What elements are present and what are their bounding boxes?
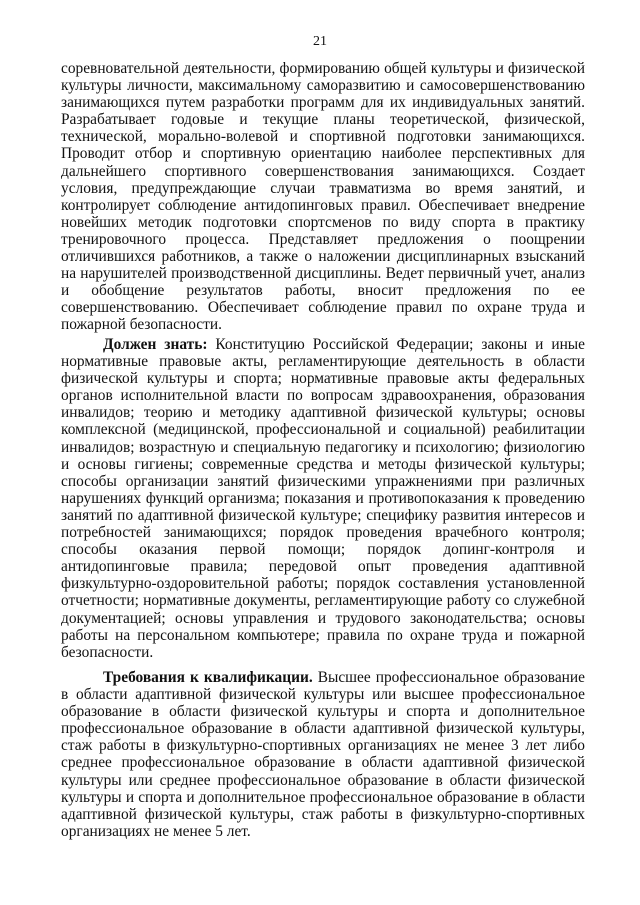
duties-paragraph [61, 60, 585, 334]
qualification-paragraph [61, 669, 585, 840]
qualification-body: Высшее профессиональное образование в области адаптивной физической культуры или высшее профессиональное образование в области физической культуры и спорта и дополнительное профессиональное образование в области адаптивной физической культуры, стаж работы в физкультурно-спортивных организациях не менее 3 лет либо среднее профессиональное образование в области адаптивной физической культуры или среднее профессиональное образование в области физической культуры и спорта и дополнительное профессиональное образование в области адаптивной физической культуры, стаж работы в физкультурно-спортивных организациях не менее 5 лет. [61, 669, 585, 840]
must-know-paragraph [61, 336, 585, 661]
must-know-heading: Должен знать: [103, 336, 208, 353]
qualification-text [61, 669, 585, 840]
page-number: 21 [313, 34, 327, 49]
must-know-text [61, 336, 585, 661]
qualification-heading: Требования к квалификации. [103, 669, 313, 686]
duties-text: соревновательной деятельности, формированию общей культуры и физической культуры личности, максимальному саморазвитию и самосовершенствованию занимающихся путем разработки программ для их индивидуальных занятий. Разрабатывает годовые и текущие планы теоретической, физической, технической, морально-волевой и спортивной подготовки занимающихся. Проводит отбор и спортивную ориентацию наиболее перспективных для дальнейшего спортивного совершенствования занимающихся. Создает условия, предупреждающие случаи травматизма во время занятий, и контролирует соблюдение антидопинговых правил. Обеспечивает внедрение новейших методик подготовки спортсменов по виду спорта в практику тренировочного процесса. Представляет предложения о поощрении отличившихся работников, а также о наложении дисциплинарных взысканий на нарушителей производственной дисциплины. Ведет первичный учет, анализ и обобщение результатов работы, вносит предложения по ее совершенствованию. Обеспечивает соблюдение правил по охране труда и пожарной безопасности. [61, 60, 585, 334]
must-know-body: Конституцию Российской Федерации; законы и иные нормативные правовые акты, регламентирующие деятельность в области физической культуры и спорта; нормативные правовые акты федеральных органов исполнительной власти по вопросам здравоохранения, образования инвалидов; теорию и методику адаптивной физической культуры; основы комплексной (медицинской, профессиональной и социальной) реабилитации инвалидов; возрастную и специальную педагогику и психологию; физиологию и основы гигиены; современные средства и методы физической культуры; способы организации занятий физическими упражнениями при различных нарушениях функций организма; показания и противопоказания к проведению занятий по адаптивной физической культуре; специфику развития интересов и потребностей занимающихся; порядок проведения врачебного контроля; способы оказания первой помощи; порядок допинг-контроля и антидопинговые правила; передовой опыт проведения адаптивной физкультурно-оздоровительной работы; порядок составления установленной отчетности; нормативные документы, регламентирующие работу со служебной документацией; основы управления и трудового законодательства; основы работы на персональном компьютере; правила по охране труда и пожарной безопасности. [61, 336, 585, 661]
